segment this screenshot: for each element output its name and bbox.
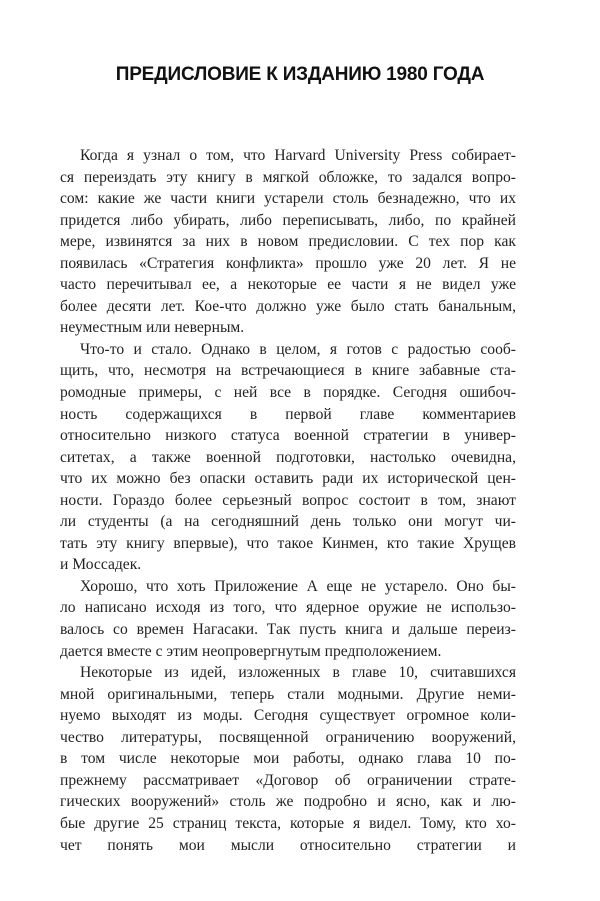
text-line: валось со времен Нагасаки. Так пусть книга и дальше переиз- [60,621,516,639]
text-line: мной оригинальными, теперь стали модными. Другие неми- [60,685,516,703]
text-line: ли студенты (а на сегодняшний день только они могут чи- [60,513,516,531]
text-line: более десяти лет. Кое-что должно уже было стать банальным, [60,297,516,315]
paragraph-1 [60,145,516,339]
text-line: появилась «Стратегия конфликта» прошло уже 20 лет. Я не [60,254,516,272]
text-line: ность содержащихся в первой главе комментариев [60,405,516,423]
text-line: Что-то и стало. Однако в целом, я готов с радостью сооб- [80,340,516,358]
text-line: тать эту книгу впервые), что такое Кинмен, кто такие Хрущев [60,534,516,552]
text-line: сом: какие же части книги устарели столь безнадежно, что их [60,190,516,208]
page-title: ПРЕДИСЛОВИЕ К ИЗДАНИЮ 1980 ГОДА [115,64,485,85]
paragraph-2 [60,339,516,576]
body-text [60,145,516,856]
text-line: бые другие 25 страниц текста, которые я видел. Тому, кто хо- [60,814,516,832]
text-line: ситетах, а также военной подготовки, настолько очевидна, [60,448,516,466]
text-line: что их можно без опаски оставить ради их исторической цен- [60,470,516,488]
text-line: ся переиздать эту книгу в мягкой обложке, то задался вопро- [60,168,516,186]
text-line: ности. Гораздо более серьезный вопрос состоит в том, знают [60,491,516,509]
text-line: мере, извинятся за них в новом предисловии. С тех пор как [60,233,516,251]
text-line: неуместным или неверным. [60,319,245,337]
text-line: относительно низкого статуса военной стратегии в универ- [60,427,516,445]
text-line: прежнему рассматривает «Договор об ограничении страте- [60,771,516,789]
paragraph-3 [60,576,516,662]
text-line: гических вооружений» столь же подробно и ясно, как и лю- [60,793,516,811]
text-line: придется либо убирать, либо переписывать, либо, по крайней [60,211,516,229]
text-line: чет понять мои мысли относительно стратегии и [60,836,516,854]
text-line: ромодные примеры, с ней все в порядке. Сегодня ошибоч- [60,384,516,402]
text-line: ло написано исходя из того, что ядерное оружие не использо- [60,599,516,617]
paragraph-4 [60,662,516,856]
text-line: дается вместе с этим неопровергнутым предположением. [60,642,442,660]
text-line: в том числе некоторые мои работы, однако глава 10 по- [60,750,516,768]
text-line: нуемо выходят из моды. Сегодня существует огромное коли- [60,707,516,725]
text-line: и Моссадек. [60,556,142,574]
text-line: Некоторые из идей, изложенных в главе 10, считавшихся [80,664,516,682]
text-line: чество литературы, посвященной ограничению вооружений, [60,728,516,746]
text-line: щить, что, несмотря на встречающиеся в книге забавные ста- [60,362,516,380]
text-line: Когда я узнал о том, что Harvard University Press собирает- [80,147,516,164]
text-line: Хорошо, что хоть Приложение А еще не устарело. Оно бы- [80,577,516,595]
text-line: часто перечитывал ее, а некоторые ее части я не видел уже [60,276,516,294]
